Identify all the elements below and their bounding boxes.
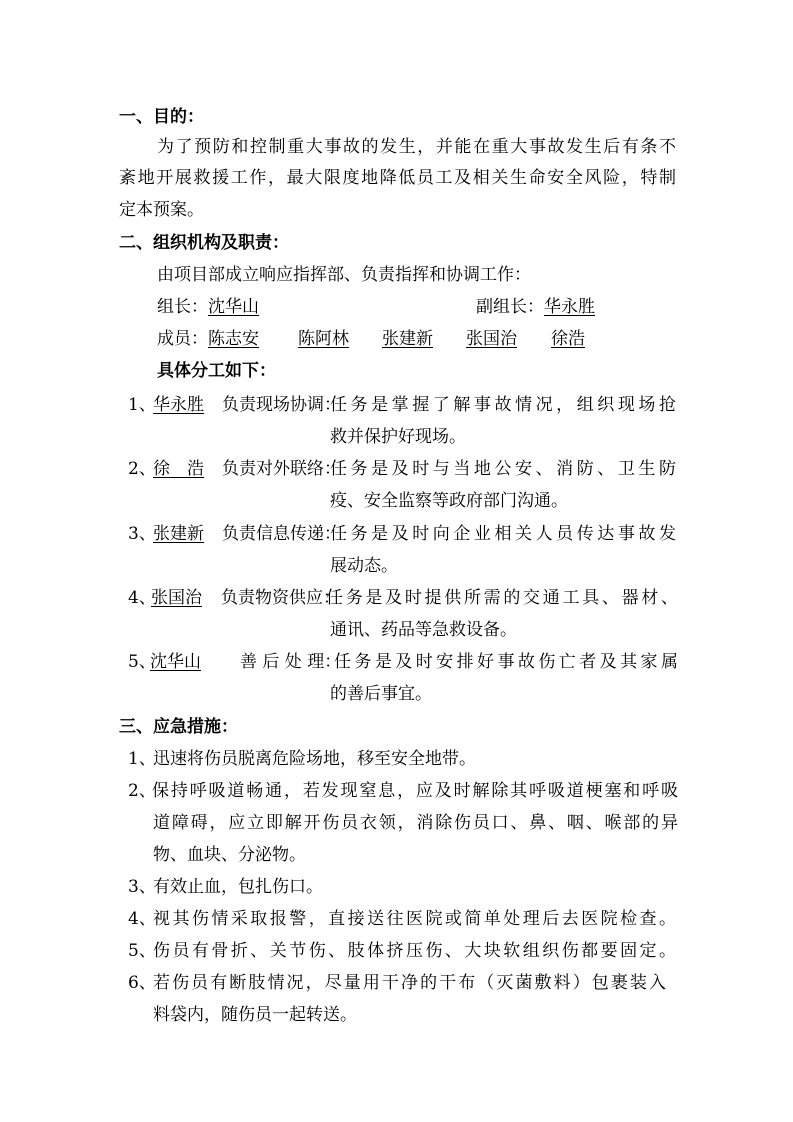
- section-heading-emergency-measures: 三、应急措施：: [119, 717, 238, 737]
- purpose-text-line: 紊地开展救援工作，最大限度地降低员工及相关生命安全风险，特制: [119, 168, 676, 188]
- duty-task: 任务是及时向企业相关人员传达事故发: [330, 524, 676, 544]
- members-row: [157, 328, 259, 350]
- duty-person: 张建新: [153, 524, 204, 544]
- duty-task: 疫、安全监察等政府部门沟通。: [330, 491, 568, 511]
- duty-task: 的善后事宜。: [330, 684, 432, 704]
- section-heading-organization: 二、组织机构及职责：: [119, 233, 289, 253]
- purpose-text-line: 为了预防和控制重大事故的发生，并能在重大事故发生后有条不: [157, 137, 676, 157]
- section-heading-purpose: 一、目的：: [119, 107, 204, 127]
- duty-task: 展动态。: [330, 556, 398, 576]
- duty-number: 4、: [128, 588, 156, 608]
- measure-text: 若伤员有断肢情况，尽量用干净的干布（灭菌敷料）包裹装入: [153, 973, 666, 993]
- leader-label: 组长：: [157, 297, 208, 317]
- measure-text: 料袋内，随伤员一起转送。: [153, 1005, 357, 1025]
- leader-name: 沈华山: [208, 297, 259, 317]
- measure-text: 物、血块、分泌物。: [153, 845, 306, 865]
- duty-number: 1、: [128, 395, 156, 415]
- duty-task: 任务是及时安排好事故伤亡者及其家属: [334, 652, 678, 672]
- measure-text: 保持呼吸道畅通，若发现窒息，应及时解除其呼吸道梗塞和呼吸: [152, 781, 678, 801]
- deputy-label: 副组长：: [476, 297, 544, 317]
- duty-number: 2、: [128, 459, 156, 479]
- members-label: 成员：: [157, 329, 208, 349]
- duty-role: 善 后 处 理：: [240, 652, 342, 672]
- leader-row: [157, 296, 259, 318]
- organization-intro: 由项目部成立响应指挥部、负责指挥和协调工作：: [157, 265, 531, 285]
- duty-task: 通讯、药品等急救设备。: [330, 620, 517, 640]
- duty-task: 救并保护好现场。: [330, 427, 466, 447]
- member-name: 陈志安: [208, 329, 259, 349]
- measure-number: 6、: [128, 973, 156, 993]
- duty-person: 张国治: [151, 588, 202, 608]
- member-name: 张国治: [466, 329, 517, 349]
- measure-number: 3、: [128, 877, 156, 897]
- measure-text: 伤员有骨折、关节伤、肢体挤压伤、大块软组织伤都要固定。: [153, 941, 676, 961]
- duty-task: 任务是及时提供所需的交通工具、器材、: [326, 588, 678, 608]
- division-heading: 具体分工如下：: [157, 361, 276, 381]
- measure-number: 1、: [128, 749, 156, 769]
- duty-task: 任务是及时与当地公安、消防、卫生防: [330, 459, 676, 479]
- measure-text: 迅速将伤员脱离危险场地，移至安全地带。: [153, 749, 476, 769]
- duty-person: 沈华山: [150, 652, 201, 672]
- duty-task: 任务是掌握了解事故情况，组织现场抢: [330, 395, 676, 415]
- member-name: 张建新: [382, 329, 433, 349]
- duty-person: 华永胜: [153, 395, 204, 415]
- duty-role: 负责现场协调：: [222, 395, 341, 415]
- duty-person: 徐 浩: [153, 459, 204, 479]
- duty-number: 5、: [128, 652, 156, 672]
- deputy-name: 华永胜: [544, 297, 595, 317]
- member-name: 陈阿林: [298, 329, 349, 349]
- measure-number: 4、: [128, 909, 156, 929]
- measure-number: 5、: [128, 941, 156, 961]
- duty-number: 3、: [128, 524, 156, 544]
- duty-role: 负责物资供应：: [221, 588, 340, 608]
- measure-text: 视其伤情采取报警，直接送往医院或简单处理后去医院检查。: [153, 909, 676, 929]
- member-name: 徐浩: [551, 329, 585, 349]
- duty-role: 负责对外联络：: [222, 459, 341, 479]
- measure-text: 有效止血，包扎伤口。: [153, 877, 323, 897]
- measure-text: 道障碍，应立即解开伤员衣领，消除伤员口、鼻、咽、喉部的异: [153, 813, 678, 833]
- duty-role: 负责信息传递：: [222, 524, 341, 544]
- measure-number: 2、: [128, 781, 156, 801]
- deputy-row: [476, 296, 595, 318]
- purpose-text-line: 定本预案。: [119, 200, 204, 220]
